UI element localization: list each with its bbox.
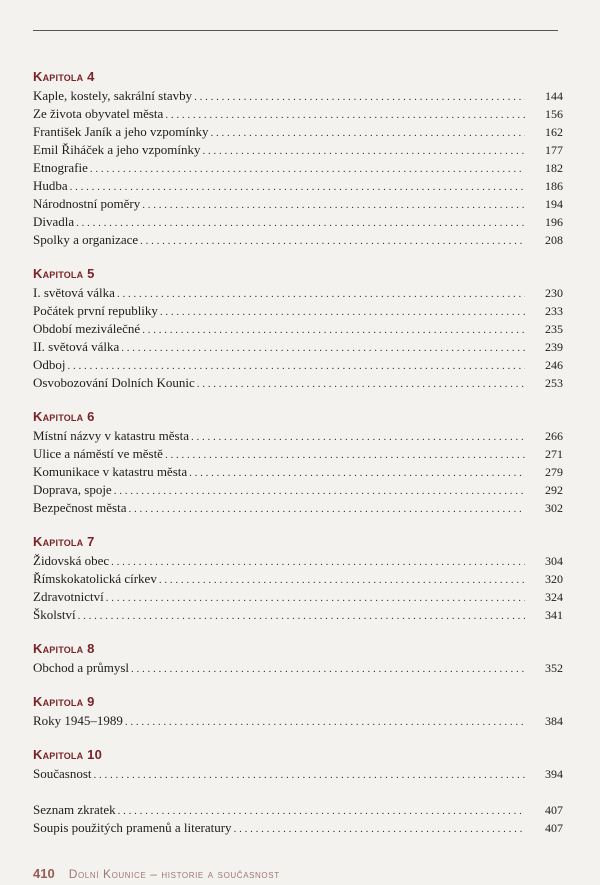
toc-entry-title: Etnografie xyxy=(33,160,88,175)
toc-entry xyxy=(33,374,563,392)
toc-entry-title: Kaple, kostely, sakrální stavby xyxy=(33,88,193,103)
toc-entry xyxy=(33,570,563,588)
chapter-section xyxy=(33,408,563,517)
toc-entry xyxy=(33,87,563,105)
dot-leader xyxy=(165,446,525,464)
chapter-section xyxy=(33,693,563,730)
page-footer xyxy=(33,866,280,881)
toc-entry-page: 320 xyxy=(545,572,563,586)
toc-entry-title: Současnost xyxy=(33,766,92,781)
dot-leader xyxy=(203,142,525,160)
dot-leader xyxy=(142,321,525,339)
toc-entry-page: 194 xyxy=(545,197,563,211)
toc-entry-page: 144 xyxy=(545,89,563,103)
toc-entry-page: 186 xyxy=(545,179,563,193)
chapter-heading: Kapitola 9 xyxy=(33,694,95,709)
dot-leader xyxy=(160,303,525,321)
dot-leader xyxy=(189,464,525,482)
dot-leader xyxy=(142,196,525,214)
toc-entry-page: 162 xyxy=(545,125,563,139)
chapter-heading: Kapitola 4 xyxy=(33,69,95,84)
toc-entry-title: I. světová válka xyxy=(33,285,115,300)
toc-entry-page: 196 xyxy=(545,215,563,229)
dot-leader xyxy=(159,571,525,589)
dot-leader xyxy=(191,428,525,446)
toc-entry xyxy=(33,445,563,463)
dot-leader xyxy=(117,285,525,303)
toc-entry xyxy=(33,499,563,517)
toc-entry xyxy=(33,177,563,195)
dot-leader xyxy=(165,106,525,124)
toc-entry xyxy=(33,659,563,677)
toc-entry xyxy=(33,231,563,249)
toc-entry-title: Hudba xyxy=(33,178,68,193)
toc-entry xyxy=(33,159,563,177)
toc-entry-title: Doprava, spoje xyxy=(33,482,112,497)
dot-leader xyxy=(125,713,525,731)
chapter-section xyxy=(33,68,563,249)
toc-entry-title: Odboj xyxy=(33,357,66,372)
toc-entry-title: František Janík a jeho vzpomínky xyxy=(33,124,209,139)
dot-leader xyxy=(114,482,525,500)
toc-entry-page: 352 xyxy=(545,661,563,675)
toc-entry-title: Spolky a organizace xyxy=(33,232,139,247)
toc-entry-page: 246 xyxy=(545,358,563,372)
toc-entry-page: 182 xyxy=(545,161,563,175)
toc-entry-title: Komunikace v katastru města xyxy=(33,464,188,479)
dot-leader xyxy=(106,589,525,607)
toc-entry-title: Emil Řiháček a jeho vzpomínky xyxy=(33,142,201,157)
toc-entry-title: Římskokatolická církev xyxy=(33,571,157,586)
chapter-section xyxy=(33,746,563,783)
table-of-contents xyxy=(33,68,563,853)
dot-leader xyxy=(94,766,526,784)
toc-entry-page: 233 xyxy=(545,304,563,318)
toc-entry xyxy=(33,356,563,374)
toc-entry-page: 302 xyxy=(545,501,563,515)
toc-entry-title: Ulice a náměstí ve městě xyxy=(33,446,163,461)
toc-entry xyxy=(33,338,563,356)
toc-entry-page: 266 xyxy=(545,429,563,443)
toc-entry-page: 271 xyxy=(545,447,563,461)
dot-leader xyxy=(68,357,526,375)
chapter-section xyxy=(33,533,563,624)
chapter-heading: Kapitola 8 xyxy=(33,641,95,656)
toc-entry-title: Seznam zkratek xyxy=(33,802,116,817)
toc-entry xyxy=(33,712,563,730)
dot-leader xyxy=(210,124,525,142)
dot-leader xyxy=(90,160,525,178)
toc-entry xyxy=(33,302,563,320)
dot-leader xyxy=(234,820,525,838)
toc-entry-title: Školství xyxy=(33,607,76,622)
toc-entry xyxy=(33,105,563,123)
toc-entry xyxy=(33,427,563,445)
toc-entry-page: 384 xyxy=(545,714,563,728)
header-rule xyxy=(33,30,558,31)
dot-leader xyxy=(118,802,525,820)
toc-entry xyxy=(33,819,563,837)
toc-entry xyxy=(33,195,563,213)
toc-entry-title: Národnostní poměry xyxy=(33,196,141,211)
dot-leader xyxy=(111,553,525,571)
dot-leader xyxy=(131,660,525,678)
chapter-section xyxy=(33,265,563,392)
toc-entry-page: 279 xyxy=(545,465,563,479)
chapter-heading: Kapitola 6 xyxy=(33,409,95,424)
chapter-heading: Kapitola 5 xyxy=(33,266,95,281)
toc-entry xyxy=(33,588,563,606)
dot-leader xyxy=(129,500,526,518)
toc-entry xyxy=(33,463,563,481)
chapter-heading: Kapitola 10 xyxy=(33,747,102,762)
toc-entry xyxy=(33,141,563,159)
toc-entry-page: 239 xyxy=(545,340,563,354)
toc-entry-page: 230 xyxy=(545,286,563,300)
toc-entry-page: 177 xyxy=(545,143,563,157)
dot-leader xyxy=(121,339,525,357)
toc-entry-page: 235 xyxy=(545,322,563,336)
toc-entry-title: Zdravotnictví xyxy=(33,589,104,604)
toc-entry-title: Obchod a průmysl xyxy=(33,660,130,675)
toc-entry-page: 341 xyxy=(545,608,563,622)
toc-entry-title: Ze života obyvatel města xyxy=(33,106,164,121)
toc-entry-page: 407 xyxy=(545,821,563,835)
footer-running-title: Dolní Kounice – historie a současnost xyxy=(68,867,280,881)
chapter-heading: Kapitola 7 xyxy=(33,534,95,549)
toc-entry xyxy=(33,213,563,231)
toc-entry xyxy=(33,320,563,338)
toc-entry xyxy=(33,552,563,570)
toc-entry-page: 253 xyxy=(545,376,563,390)
toc-entry-page: 407 xyxy=(545,803,563,817)
footer-page-number: 410 xyxy=(33,866,55,881)
toc-entry xyxy=(33,481,563,499)
toc-entry-title: Počátek první republiky xyxy=(33,303,158,318)
dot-leader xyxy=(194,88,525,106)
toc-entry-page: 156 xyxy=(545,107,563,121)
toc-entry xyxy=(33,606,563,624)
toc-entry xyxy=(33,284,563,302)
toc-entry-title: Židovská obec xyxy=(33,553,110,568)
toc-entry-title: Soupis použitých pramenů a literatury xyxy=(33,820,232,835)
dot-leader xyxy=(140,232,525,250)
chapter-section xyxy=(33,801,563,837)
dot-leader xyxy=(70,178,525,196)
dot-leader xyxy=(78,607,525,625)
chapter-section xyxy=(33,640,563,677)
toc-entry-title: Osvobozování Dolních Kounic xyxy=(33,375,195,390)
toc-entry-page: 208 xyxy=(545,233,563,247)
toc-entry-page: 292 xyxy=(545,483,563,497)
toc-entry xyxy=(33,801,563,819)
toc-entry-title: II. světová válka xyxy=(33,339,120,354)
toc-entry-title: Bezpečnost města xyxy=(33,500,127,515)
toc-entry xyxy=(33,765,563,783)
dot-leader xyxy=(76,214,525,232)
toc-entry-title: Místní názvy v katastru města xyxy=(33,428,189,443)
toc-entry-title: Období meziválečné xyxy=(33,321,141,336)
toc-entry-title: Divadla xyxy=(33,214,75,229)
toc-entry-page: 394 xyxy=(545,767,563,781)
toc-entry xyxy=(33,123,563,141)
toc-entry-title: Roky 1945–1989 xyxy=(33,713,123,728)
toc-entry-page: 324 xyxy=(545,590,563,604)
toc-entry-page: 304 xyxy=(545,554,563,568)
dot-leader xyxy=(197,375,525,393)
